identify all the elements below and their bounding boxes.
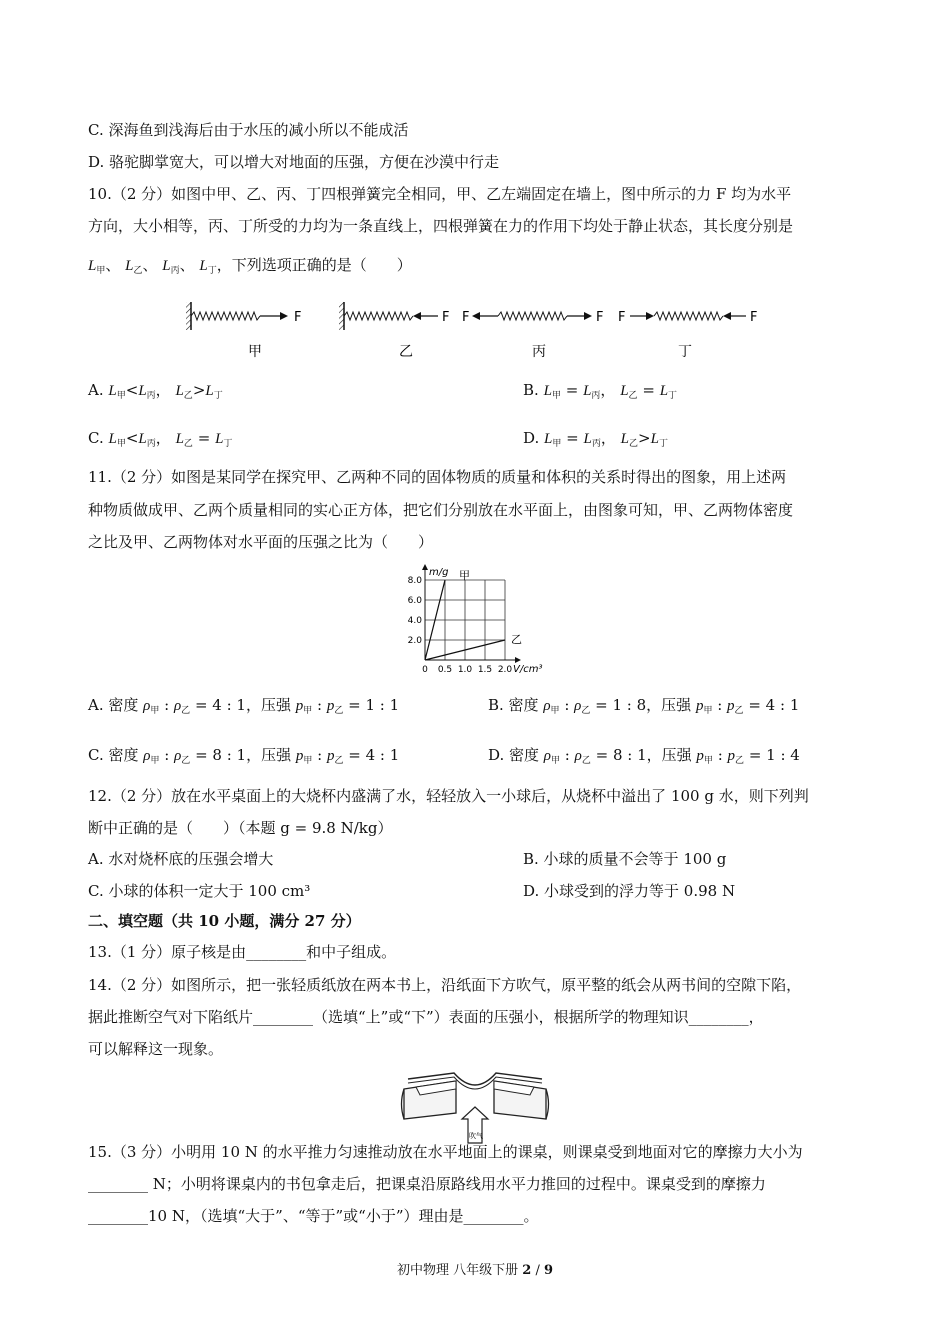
q12-option-a[interactable]: A. 水对烧杯底的压强会增大 <box>88 850 274 868</box>
q12-stem-1: 12.（2 分）放在水平桌面上的大烧杯内盛满了水，轻轻放入一小球后，从烧杯中溢出了 100 g 水，则下列判 <box>88 787 809 805</box>
chart-xlabel: V/cm³ <box>513 664 543 675</box>
q14-stem-3: 可以解释这一现象。 <box>88 1040 224 1058</box>
y-tick-label: 4.0 <box>407 616 422 626</box>
q10-option-b[interactable]: B. $L_甲 = L_丙$， $L_乙 = L_丁$ <box>523 381 678 401</box>
q11-option-d[interactable]: D. 密度 $\rho_甲$ : $\rho_乙 = 8$ : 1，压强 $p_甲$ : $p_乙 = 1$ : 4 <box>488 746 800 766</box>
y-axis-arrow <box>422 564 428 570</box>
mass-volume-chart <box>395 560 555 678</box>
x-tick-label: 1.5 <box>477 665 493 675</box>
q10-option-a[interactable]: A. $L_甲<L_丙$， $L_乙>L_丁$ <box>88 381 223 401</box>
figure-label-jia: 甲 <box>248 344 262 360</box>
option-line-d: D. 骆驼脚掌宽大，可以增大对地面的压强，方便在沙漠中行走 <box>88 153 500 171</box>
page-footer: 初中物理 八年级下册 2 / 9 <box>396 1263 554 1278</box>
q11-option-c[interactable]: C. 密度 $\rho_甲$ : $\rho_乙 = 8$ : 1，压强 $p_甲$ : $p_乙 = 4$ : 1 <box>88 746 400 766</box>
q13-stem: 13.（1 分）原子核是由________和中子组成。 <box>88 943 397 961</box>
y-tick-label: 8.0 <box>407 576 422 586</box>
q10-stem-2: 方向，大小相等，丙、丁所受的力均为一条直线上，四根弹簧在力的作用下均处于静止状态，其长度分别是 <box>88 217 794 235</box>
y-tick-label: 6.0 <box>407 596 422 606</box>
force-label: F <box>462 310 470 325</box>
series-label: 乙 <box>511 633 522 646</box>
force-label: F <box>442 310 450 325</box>
q15-stem-2: ________ N；小明将课桌内的书包拿走后，把课桌沿原路线用水平力推回的过程中。课桌受到的摩擦力 <box>88 1175 766 1193</box>
q10-stem-3: $L_甲$、 $L_乙$、 $L_丙$、 $L_丁$，下列选项正确的是（ ） <box>88 256 412 276</box>
q10-stem-1: 10.（2 分）如图中甲、乙、丙、丁四根弹簧完全相同，甲、乙左端固定在墙上，图中所示的力 F 均为水平 <box>88 185 792 203</box>
page-number: 2 <box>522 1263 532 1278</box>
x-tick-label: 0.5 <box>437 665 453 675</box>
option-line-c: C. 深海鱼到浅海后由于水压的减小所以不能成活 <box>88 121 409 139</box>
spring-jia <box>186 302 301 330</box>
chart-series <box>425 569 522 660</box>
q12-stem-2: 断中正确的是（ ）（本题 g = 9.8 N/kg） <box>88 819 393 837</box>
q15-stem-3: ________10 N，（选填“大于”、“等于”或“小于”）理由是________。 <box>88 1207 539 1225</box>
q11-stem-1: 11.（2 分）如图是某同学在探究甲、乙两种不同的固体物质的质量和体积的关系时得出的图象，用上述两 <box>88 468 787 486</box>
springs-figure <box>180 296 770 362</box>
q11-option-b[interactable]: B. 密度 $\rho_甲$ : $\rho_乙 = 1$ : 8，压强 $p_甲$ : $p_乙 = 4$ : 1 <box>488 696 800 716</box>
q11-stem-2: 种物质做成甲、乙两个质量相同的实心正方体，把它们分别放在水平面上，由图象可知，甲、乙两物体密度 <box>88 501 794 519</box>
page-total: 9 <box>543 1263 554 1278</box>
q14-stem-2: 据此推断空气对下陷纸片________（选填“上”或“下”）表面的压强小，根据所学的物理知识________， <box>88 1008 764 1026</box>
q11-stem-3: 之比及甲、乙两物体对水平面的压强之比为（ ） <box>88 533 434 551</box>
q12-option-b[interactable]: B. 小球的质量不会等于 100 g <box>523 850 727 868</box>
spring-bing <box>462 310 603 325</box>
figure-label-ding: 丁 <box>678 344 692 360</box>
figure-label-bing: 丙 <box>532 344 546 360</box>
q15-stem-1: 15.（3 分）小明用 10 N 的水平推力匀速推动放在水平地面上的课桌，则课桌受到地面对它的摩擦力大小为 <box>88 1143 803 1161</box>
spring-yi <box>339 302 449 330</box>
q12-option-c[interactable]: C. 小球的体积一定大于 100 cm³ <box>88 882 311 900</box>
q11-option-a[interactable]: A. 密度 $\rho_甲$ : $\rho_乙 = 4$ : 1，压强 $p_甲$ : $p_乙 = 1$ : 1 <box>88 696 400 716</box>
spring-ding <box>618 310 757 325</box>
q12-option-d[interactable]: D. 小球受到的浮力等于 0.98 N <box>523 882 736 900</box>
blow-label: 吹气 <box>469 1132 483 1140</box>
footer-text: 初中物理 八年级下册 <box>396 1263 519 1278</box>
force-label: F <box>596 310 604 325</box>
x-tick-label: 1.0 <box>457 665 473 675</box>
books-paper-figure <box>398 1067 553 1147</box>
x-tick-label: 0 <box>422 665 428 675</box>
q10-option-c[interactable]: C. $L_甲<L_丙$， $L_乙 = L_丁$ <box>88 429 233 449</box>
q14-stem-1: 14.（2 分）如图所示，把一张轻质纸放在两本书上，沿纸面下方吹气，原平整的纸会从两书间的空隙下陷， <box>88 976 802 994</box>
x-tick-label: 2.0 <box>497 665 513 675</box>
force-label: F <box>750 310 758 325</box>
force-label: F <box>618 310 626 325</box>
chart-grid <box>425 580 505 660</box>
y-tick-label: 2.0 <box>407 636 422 646</box>
chart-ylabel: m/g <box>429 567 449 578</box>
force-label: F <box>294 310 302 325</box>
section-heading: 二、填空题（共 10 小题，满分 27 分） <box>88 912 361 930</box>
series-label: 甲 <box>459 569 470 582</box>
q10-option-d[interactable]: D. $L_甲 = L_丙$， $L_乙>L_丁$ <box>523 429 668 449</box>
figure-label-yi: 乙 <box>399 344 413 360</box>
x-axis-arrow <box>515 657 521 663</box>
